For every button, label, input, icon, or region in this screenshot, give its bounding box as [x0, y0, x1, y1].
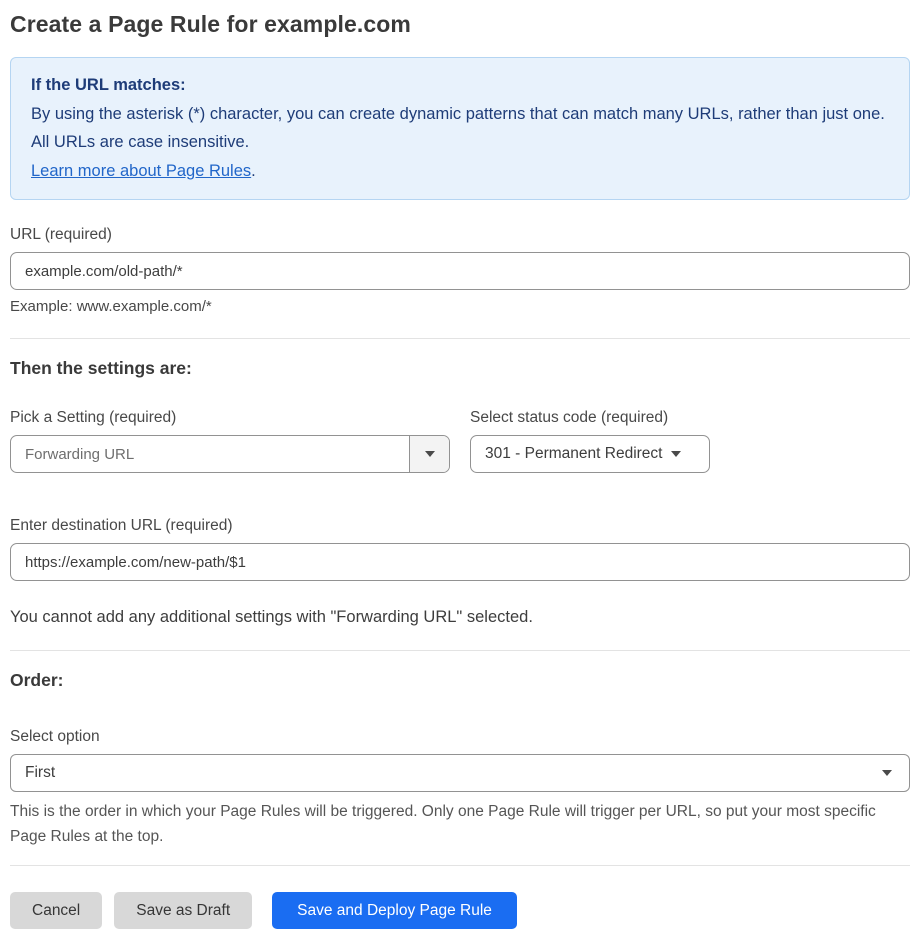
order-helper-text: This is the order in which your Page Rules will be triggered. Only one Page Rule will trigger per URL, so put your most specific Page Rules at the top.: [10, 803, 876, 845]
status-code-group: [470, 379, 710, 473]
setting-picker-label: Pick a Setting (required): [10, 409, 177, 426]
action-buttons-row: [10, 892, 910, 929]
info-box-body-text: By using the asterisk (*) character, you can create dynamic patterns that can match many URLs, rather than just one. All URLs are case insensitive.: [31, 104, 885, 151]
setting-picker-select[interactable]: [10, 435, 450, 473]
settings-row: [10, 379, 910, 473]
save-as-draft-button[interactable]: Save as Draft: [114, 892, 252, 929]
status-code-value: 301 - Permanent Redirect: [485, 445, 663, 462]
order-select-value: First: [25, 764, 56, 781]
setting-picker-group: [10, 379, 450, 473]
divider: [10, 865, 910, 866]
link-period: .: [251, 161, 256, 180]
setting-picker-value: Forwarding URL: [25, 445, 135, 463]
divider: [10, 650, 910, 651]
settings-section-heading: Then the settings are:: [10, 358, 192, 378]
learn-more-link[interactable]: Learn more about Page Rules: [31, 161, 252, 180]
url-match-info-box: [10, 57, 910, 200]
order-select-label: Select option: [10, 728, 100, 745]
url-field-helper: Example: www.example.com/*: [10, 298, 212, 315]
save-and-deploy-button[interactable]: Save and Deploy Page Rule: [272, 892, 517, 929]
url-input[interactable]: [10, 252, 910, 290]
status-code-select[interactable]: [470, 435, 710, 473]
page-title: Create a Page Rule for example.com: [10, 11, 411, 37]
divider: [10, 338, 910, 339]
order-section-heading: Order:: [10, 670, 64, 690]
url-field-label: URL (required): [10, 226, 112, 243]
order-select[interactable]: [10, 754, 910, 792]
chevron-down-icon: [882, 770, 892, 776]
destination-url-label: Enter destination URL (required): [10, 517, 233, 534]
status-code-label: Select status code (required): [470, 409, 669, 426]
cancel-button[interactable]: Cancel: [10, 892, 102, 929]
destination-url-input[interactable]: [10, 543, 910, 581]
caret-glyph: [425, 451, 435, 457]
chevron-down-icon[interactable]: [409, 436, 449, 472]
info-box-heading: If the URL matches:: [31, 76, 186, 94]
chevron-down-icon: [671, 451, 681, 457]
info-box-body: [31, 100, 889, 157]
info-box-link-line: [31, 157, 889, 186]
create-page-rule-form: [0, 11, 920, 929]
forwarding-url-note: You cannot add any additional settings with "Forwarding URL" selected.: [10, 608, 533, 626]
